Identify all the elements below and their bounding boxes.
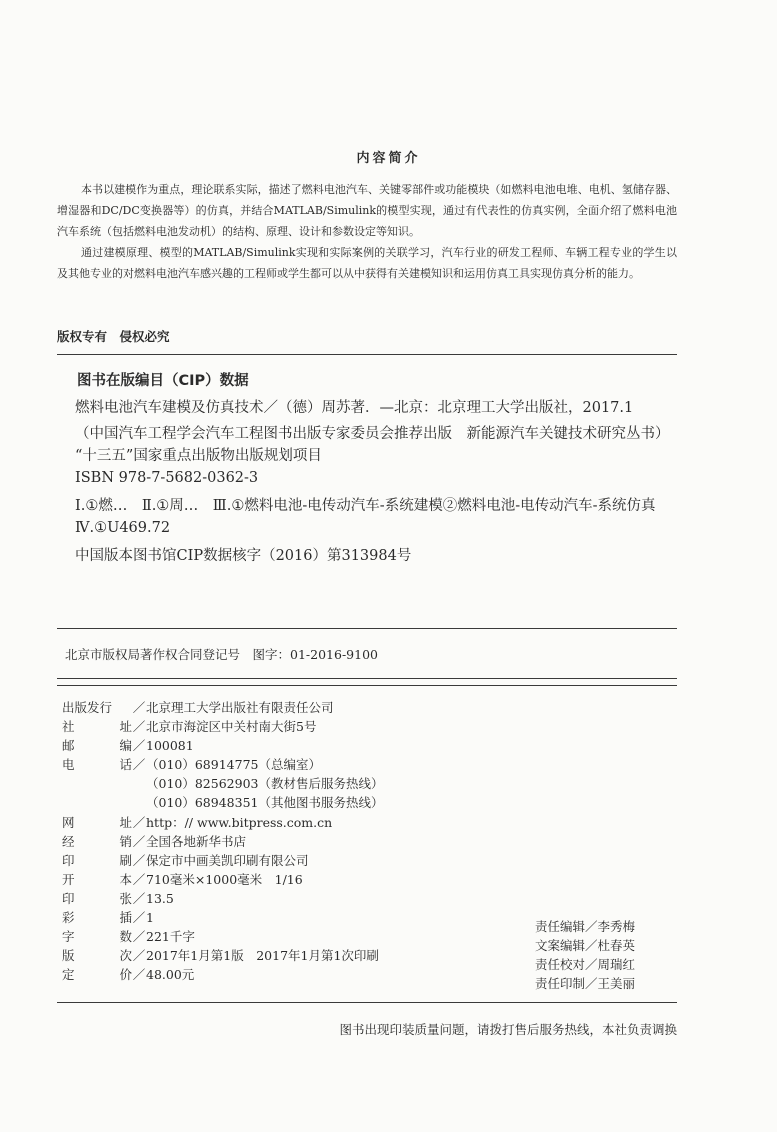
cip-project-line: “十三五”国家重点出版物出版规划项目 (75, 448, 322, 464)
divider-bottom (57, 1002, 677, 1003)
editors-list (535, 917, 635, 993)
cip-data-number-line: 中国版本图书馆CIP数据核字（2016）第313984号 (75, 548, 412, 564)
cip-series-line: （中国汽车工程学会汽车工程图书出版专家委员会推荐出版 新能源汽车关键技术研究丛书） (75, 426, 670, 442)
copyright-registration: 北京市版权局著作权合同登记号 图字：01-2016-9100 (65, 647, 378, 662)
cip-heading: 图书在版编目（CIP）数据 (77, 373, 249, 389)
address-value: 北京市海淀区中关村南大街5号 (146, 719, 317, 735)
postcode-row: 邮 编 ／ 100081 (62, 736, 383, 755)
phone-value-2: （010）82562903（教材售后服务热线） (146, 776, 384, 792)
publisher-label: 出版发行 (62, 700, 113, 715)
address-row: 社 址 ／ 北京市海淀区中关村南大街5号 (62, 717, 383, 736)
divider-info-2 (57, 685, 677, 686)
price-value: 48.00元 (146, 967, 195, 983)
distributor-row: 经 销 ／ 全国各地新华书店 (62, 832, 383, 851)
editor-print: 责任印制／王美丽 (535, 976, 636, 992)
divider-mid (57, 628, 677, 629)
quality-notice: 图书出现印装质量问题，请拨打售后服务热线，本社负责调换 (339, 1022, 677, 1037)
publisher-value: 北京理工大学出版社有限责任公司 (146, 700, 334, 715)
phone-row-2 (62, 774, 383, 793)
postcode-value: 100081 (146, 738, 194, 754)
intro-title: 内容简介 (356, 151, 421, 166)
phone-row: 电 话 ／ （010）68914775（总编室） (62, 755, 383, 774)
sheets-value: 13.5 (146, 890, 174, 906)
editor-proofread: 责任校对／周瑞红 (535, 957, 636, 973)
phone-value-3: （010）68948351（其他图书服务热线） (146, 795, 384, 811)
edition-value: 2017年1月第1版 2017年1月第1次印刷 (146, 948, 379, 964)
format-value: 710毫米×1000毫米 1/16 (146, 871, 303, 887)
cip-block (75, 397, 677, 567)
plates-row: 彩 插 ／ 1 (62, 908, 383, 927)
intro-paragraph-1: 本书以建模作为重点，理论联系实际，描述了燃料电池汽车、关键零部件或功能模块（如燃料电池电堆、电机、氢储存器、增湿器和DC/DC变换器等）的仿真，并结合MATLAB/Simulink的模型实现，通过有代表性的仿真实例，全面介绍了燃料电池汽车系统（包括燃料电池发动机）的结构、原理、设计和参数设定等知识。 (57, 183, 677, 238)
cip-isbn-line: ISBN 978-7-5682-0362-3 (75, 470, 259, 486)
format-row: 开 本 ／ 710毫米×1000毫米 1/16 (62, 870, 383, 889)
editor-responsible: 责任编辑／李秀梅 (535, 919, 636, 934)
web-value: http：// www.bitpress.com.cn (146, 814, 333, 830)
publication-info (62, 698, 383, 984)
editor-copy: 文案编辑／杜春英 (535, 938, 636, 954)
plates-value: 1 (146, 910, 154, 926)
intro-paragraph-2: 通过建模原理、模型的MATLAB/Simulink实现和实际案例的关联学习，汽车行业的研发工程师、车辆工程专业的学生以及其他专业的对燃料电池汽车感兴趣的工程师或学生都可以从中获得有关建模知识和运用仿真工具实现仿真分析的能力。 (57, 246, 677, 280)
copyright-notice: 版权专有 侵权必究 (57, 329, 170, 344)
phone-row-3 (62, 793, 383, 812)
cip-title-line: 燃料电池汽车建模及仿真技术／（德）周苏著．—北京：北京理工大学出版社，2017.1 (75, 400, 634, 416)
words-value: 221千字 (146, 929, 195, 945)
cip-classification-line: Ⅰ.①燃… Ⅱ.①周… Ⅲ.①燃料电池-电传动汽车-系统建模②燃料电池-电传动汽车-系统仿真 Ⅳ.①U469.72 (75, 498, 670, 536)
publisher-row: 出版发行 ／ 北京理工大学出版社有限责任公司 (62, 698, 383, 717)
distributor-value: 全国各地新华书店 (146, 833, 247, 849)
web-row: 网 址 ／ http：// www.bitpress.com.cn (62, 813, 383, 832)
divider-top (57, 354, 677, 355)
edition-row: 版 次 ／ 2017年1月第1版 2017年1月第1次印刷 (62, 946, 383, 965)
divider-info-1 (57, 678, 677, 679)
printer-value: 保定市中画美凯印刷有限公司 (146, 852, 309, 868)
phone-value-1: （010）68914775（总编室） (146, 757, 321, 773)
intro-paragraphs (57, 179, 677, 284)
price-row: 定 价 ／ 48.00元 (62, 965, 383, 984)
sheets-row: 印 张 ／ 13.5 (62, 889, 383, 908)
printer-row: 印 刷 ／ 保定市中画美凯印刷有限公司 (62, 851, 383, 870)
words-row: 字 数 ／ 221千字 (62, 927, 383, 946)
